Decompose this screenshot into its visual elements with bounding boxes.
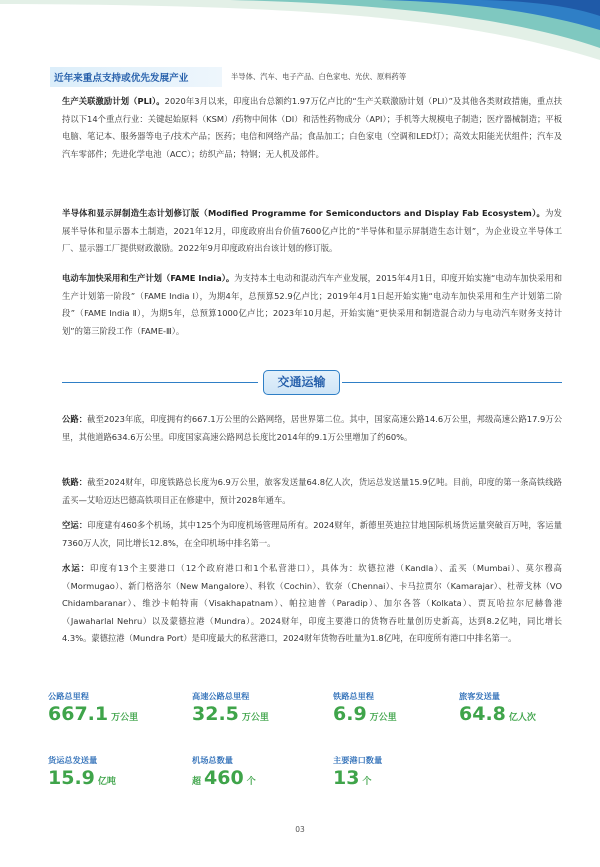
stat-value: 64.8 亿人次 [459,703,536,725]
stat-passengers [459,691,579,725]
paragraph-water [62,560,562,648]
paragraph-heading: 空运： [62,520,88,530]
paragraph-text: 印度建有460多个机场，其中125个为印度机场管理局所有。2024财年，新德里英迪拉甘地国际机场货运量突破百万吨，客运量7360万人次，同比增长12.8%，在全印机场中排名第一。 [62,520,562,548]
paragraph-heading: 铁路： [62,477,88,487]
paragraph-text: 为发展半导体和显示器本土制造，2021年12月，印度政府出台价值7600亿卢比的“半导体和显示屏制造生态计划”，为企业设立半导体工厂、显示器工厂提供财政激励。2022年9月印度政府出台该计划的修订版。 [62,208,562,253]
paragraph-road [62,411,562,446]
stat-value: 667.1 万公里 [48,703,139,725]
paragraph-heading: 水运： [62,563,91,573]
section-divider-left [62,382,258,383]
paragraph-text: 2020年3月以来，印度出台总额约1.97万亿卢比的“生产关联激励计划（PLI）”及其他各类财政措施，重点扶持以下14个重点行业：关键起始原料（KSM）/药物中间体（DI）和活性药物成分（API）；手机等大规模电子制造；医疗器械制造；平板电脑、笔记本、服务器等电子/技术产品；医药；电信和网络产品；食品加工；白色家电（空调和LED灯）；高效太阳能光伏组件；汽车及汽车零部件；先进化学电池（ACC）；纺织产品；特钢；无人机及部件。 [62,96,563,159]
stat-road-length [48,691,168,725]
stat-freight [48,755,168,789]
paragraph-air [62,517,562,552]
paragraph-text: 为支持本土电动和混动汽车产业发展，2015年4月1日，印度开始实施“电动车加快采用和生产计划第一阶段”（FAME India Ⅰ），为期4年，总预算52.9亿卢比；2019年4月1日起开始实施“电动车加快采用和生产计划第二阶段”（FAME India Ⅱ），为期5年，总预算1000亿卢比；2023年10月起，开始实施“更快采用和制造混合动力与电动汽车财务支持计划”的第三阶段工作（FAME-Ⅲ）。 [62,273,562,336]
stat-label: 高速公路总里程 [192,691,250,701]
paragraph-fame [62,270,562,340]
stat-value: 32.5 万公里 [192,703,269,725]
paragraph-heading: 电动车加快采用和生产计划（FAME India）。 [62,273,235,283]
page-number: 03 [295,825,305,834]
stat-label: 旅客发送量 [459,691,500,701]
header-decoration [0,0,600,70]
stat-airports [192,755,312,789]
band-subtitle: 半导体、汽车、电子产品、白色家电、光伏、原料药等 [231,72,407,81]
stat-label: 铁路总里程 [333,691,374,701]
band-title: 近年来重点支持或优先发展产业 [54,73,189,84]
stat-rail-length [333,691,453,725]
paragraph-pli [62,93,562,163]
paragraph-rail [62,474,562,509]
section-divider-right [342,382,562,383]
stat-value: 超 460 个 [192,767,256,789]
stat-label: 机场总数量 [192,755,233,765]
stat-highway-length [192,691,312,725]
stat-label: 货运总发送量 [48,755,98,765]
paragraph-heading: 半导体和显示屏制造生态计划修订版（Modified Programme for Semiconductors and Display Fab Ecosystem）。 [62,208,546,218]
section-title: 交通运输 [263,370,340,395]
paragraph-heading: 公路： [62,414,88,424]
stat-value: 13 个 [333,767,372,789]
stat-ports [333,755,453,789]
stat-label: 主要港口数量 [333,755,383,765]
stat-value: 15.9 亿吨 [48,767,116,789]
paragraph-text: 截至2023年底，印度拥有约667.1万公里的公路网络，居世界第二位。其中，国家高速公路14.6万公里，邦级高速公路17.9万公里，其他道路634.6万公里。印度国家高速公路网总长度比2014年的9.1万公里增加了约60%。 [62,414,562,442]
paragraph-semiconductor [62,205,562,258]
stat-value: 6.9 万公里 [333,703,397,725]
paragraph-text: 印度有13个主要港口（12个政府港口和1个私营港口），具体为：坎德拉港（Kandla）、孟买（Mumbai）、莫尔穆高（Mormugao）、新门格洛尔（New Mangalore）、科钦（Cochin）、钦奈（Chennai）、卡马拉贾尔（Kamarajar）、杜蒂戈林（VO Chidambaranar）、维沙卡帕特南（Visakhapatnam）、帕拉迪普（Paradip）、加尔各答（Kolkata）、贾瓦哈拉尔尼赫鲁港（Jawaharlal Nehru）以及蒙德拉港（Mundra）。2024财年，印度主要港口的货物吞吐量创历史新高，达到8.2亿吨，同比增长4.3%。蒙德拉港（Mundra Port）是印度最大的私营港口，2024财年货物吞吐量为1.8亿吨，在印度所有港口中排名第一。 [62,563,562,643]
paragraph-text: 截至2024财年，印度铁路总长度为6.9万公里，旅客发送量64.8亿人次，货运总发送量15.9亿吨。目前，印度的第一条高铁线路孟买—艾哈迈达巴德高铁项目正在修建中，预计2028年通车。 [62,477,562,505]
stat-label: 公路总里程 [48,691,89,701]
paragraph-heading: 生产关联激励计划（PLI）。 [62,96,165,106]
